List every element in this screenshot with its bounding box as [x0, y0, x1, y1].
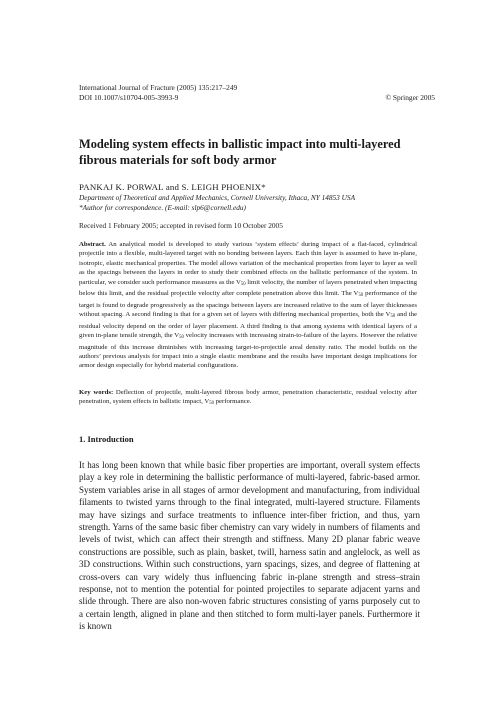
author-names: PANKAJ K. PORWAL and S. LEIGH PHOENIX* — [79, 182, 266, 192]
keywords — [79, 388, 417, 409]
abstract-text-3: performance of the target is found to degrade progressively as the spacings between layers are increased relative to the sum of layer thicknesses without spacing. A second finding is that for a given set of layers with differing mechanical properties, both the V — [79, 290, 417, 319]
received-dates: Received 1 February 2005; accepted in revised form 10 October 2005 — [79, 221, 283, 230]
paper-title: Modeling system effects in ballistic impact into multi-layered fibrous materials for soft body armor — [79, 137, 401, 167]
body-paragraph: It has long been known that while basic fiber properties are important, overall system effects play a key role in determining the ballistic performance of multi-layered, fabric-based armor. System variables arise in all stages of armor development and manufacturing, from individual filaments to twisted yarns through to the final integrated, multi-layered structure. Filaments may have sizings and surface treatments to influence inter-fiber friction, and thus, yarn strength. Yarns of the same basic fiber chemistry can vary widely in numbers of filaments and levels of twist, which can affect their strength and stiffness. Many 2D planar fabric weave constructions are possible, such as plain, basket, twill, harness satin and anglelock, as well as 3D constructions. Within such constructions, yarn spacings, sizes, and degree of flattening at cross-overs can vary widely thus influencing fabric in-plane strength and stress–strain response, not to mention the potential for pointed projectiles to separate adjacent yarns and slide through. There are also non-woven fabric structures consisting of yarns purposely cut to a certain length, aligned in plane and then stitched to form multi-layer panels. Furthermore it is known — [79, 460, 420, 632]
abstract-label: Abstract. — [79, 241, 106, 248]
abstract-text-2: limit velocity, the number of layers penetrated when impacting below this limit, and the residual projectile velocity after complete penetration above this limit. The V — [79, 278, 417, 298]
keywords-label: Key words: — [79, 389, 114, 396]
abstract-subscript-4: 50 — [179, 335, 184, 341]
affiliation: Department of Theoretical and Applied Mechanics, Cornell University, Ithaca, NY 14853 USA — [79, 193, 356, 202]
keywords-text: Deflection of projectile, multi-layered fibrous body armor, penetration characteristic, residual velocity after penetration, system effects in ballistic impact, V — [79, 389, 417, 406]
abstract-text-4: and the residual velocity depend on the order of layer placement. A third finding is that among systems with identical layers of a given in-plane tensile strength, the V — [79, 311, 417, 340]
abstract-subscript-3: 50 — [390, 314, 396, 320]
abstract-subscript-1: 50 — [240, 281, 246, 287]
section-heading-introduction: 1. Introduction — [79, 434, 134, 444]
copyright-notice: © Springer 2005 — [385, 93, 435, 102]
abstract — [79, 240, 417, 371]
correspondence-note: *Author for correspondence. (E-mail: slp6@cornell.edu) — [79, 202, 246, 212]
doi: DOI 10.1007/s10704-005-3993-9 — [79, 92, 179, 102]
author-affiliation-block — [79, 193, 419, 212]
abstract-text-5: velocity increases with increasing strain-to-failure of the layers. However the relative magnitude of this increase diminishes with increasing target-to-projectile areal density ratio. The model builds on the authors’ previous analysis for impact into a single elastic membrane and the results have important design implications for armor design especially for hybrid material configurations. — [79, 332, 418, 370]
abstract-subscript-2: 50 — [358, 293, 364, 299]
journal-citation: International Journal of Fracture (2005) 135:217–249 — [79, 83, 238, 92]
keywords-subscript: 50 — [209, 401, 214, 407]
abstract-text-1: An analytical model is developed to study various ‘system effects’ during impact of a flat-faced, cylindrical projectile into a flexible, multi-layered target with no bonding between layers. Each thin layer is assumed to have in-plane, isotropic, elastic mechanical properties. The model allows variation of the mechanical properties from layer to layer as well as the spacings between the layers in order to study their combined effects on the ballistic performance of the system. In particular, we consider such performance measures as the V — [79, 241, 417, 286]
keywords-tail: performance. — [213, 398, 252, 406]
